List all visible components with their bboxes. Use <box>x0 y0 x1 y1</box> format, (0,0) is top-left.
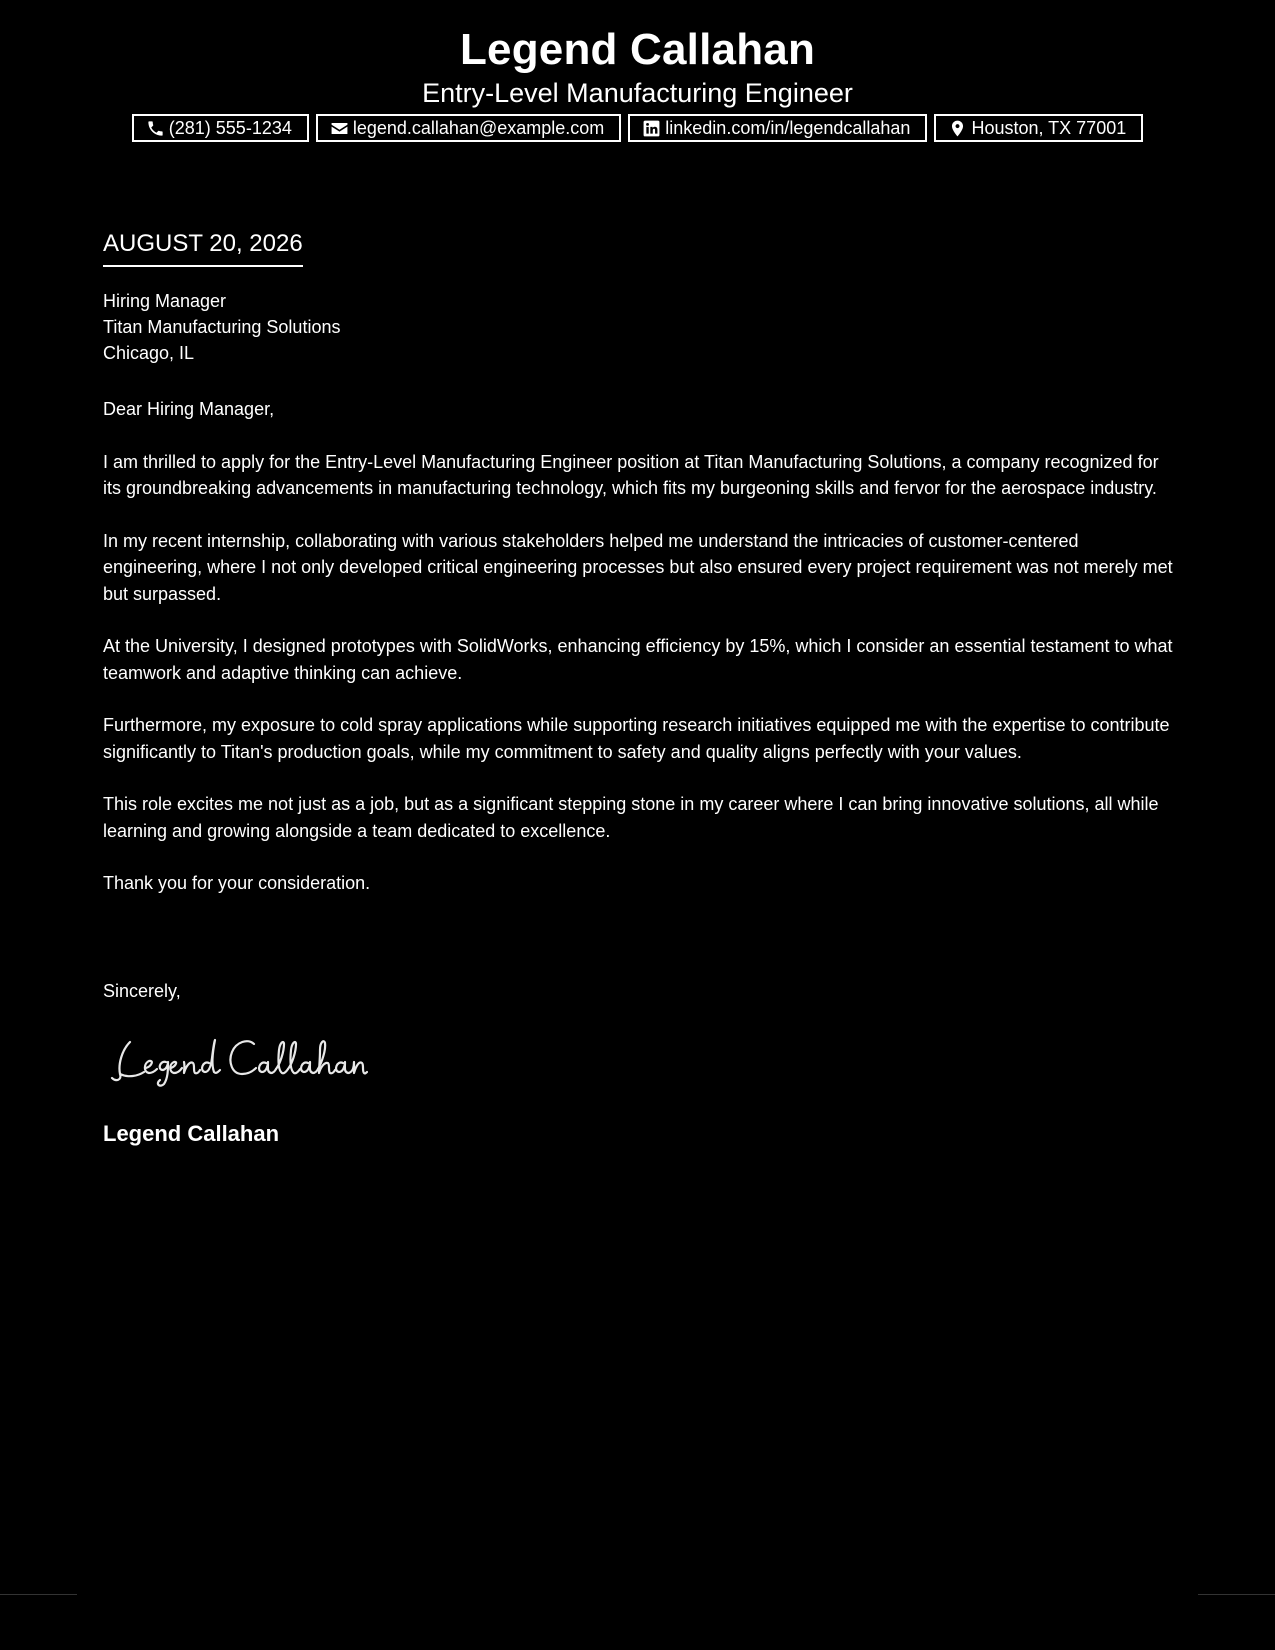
body-paragraph: In my recent internship, collaborating with various stakeholders helped me understand the intricacies of customer-centered engineering, where I not only developed critical engineering processes but also ensured every project requirement was not merely met but surpassed. <box>103 530 1173 604</box>
map-pin-icon <box>948 119 967 138</box>
location-text: Houston, TX 77001 <box>971 117 1127 138</box>
contact-bar <box>0 114 1275 142</box>
phone-icon <box>146 119 165 138</box>
applicant-name: Legend Callahan <box>459 25 816 74</box>
thanks-line: Thank you for your consideration. <box>103 873 371 893</box>
footer-divider-left <box>0 1594 77 1595</box>
body-paragraph: Furthermore, my exposure to cold spray applications while supporting research initiatives equipped me with the expertise to contribute significantly to Titan's production goals, while my commitment to safety and quality aligns perfectly with your values. <box>103 715 1170 762</box>
envelope-icon <box>330 119 349 138</box>
body-paragraph: I am thrilled to apply for the Entry-Level Manufacturing Engineer position at Titan Manufacturing Solutions, a company recognized for its groundbreaking advancements in manufacturing technology, which fits my burgeoning skills and fervor for the aerospace industry. <box>103 451 1159 498</box>
recipient-line: Hiring Manager <box>103 291 227 311</box>
letter-date: AUGUST 20, 2026 <box>103 229 303 267</box>
recipient-block <box>103 288 340 366</box>
email-text: legend.callahan@example.com <box>352 117 605 138</box>
applicant-title: Entry-Level Manufacturing Engineer <box>422 78 853 108</box>
recipient-location: Chicago, IL <box>103 343 195 363</box>
footer-divider-right <box>1198 1594 1275 1595</box>
recipient-company: Titan Manufacturing Solutions <box>103 317 341 337</box>
body-paragraph: At the University, I designed prototypes with SolidWorks, enhancing efficiency by 15%, which I consider an essential testament to what teamwork and adaptive thinking can achieve. <box>103 636 1173 683</box>
contact-linkedin[interactable] <box>628 114 927 142</box>
letter-body <box>103 396 1178 923</box>
contact-email[interactable] <box>316 114 621 142</box>
salutation: Dear Hiring Manager, <box>103 399 275 419</box>
linkedin-text: linkedin.com/in/legendcallahan <box>665 117 911 138</box>
signer-name: Legend Callahan <box>103 1121 280 1146</box>
linkedin-icon <box>642 119 661 138</box>
closing-line: Sincerely, <box>103 981 181 1001</box>
contact-phone[interactable] <box>132 114 309 142</box>
letter-header <box>0 22 1275 110</box>
contact-location[interactable] <box>934 114 1143 142</box>
phone-text: (281) 555-1234 <box>168 117 292 138</box>
signature-image <box>108 1028 368 1088</box>
body-paragraph: This role excites me not just as a job, but as a significant stepping stone in my career where I can bring innovative solutions, all while learning and growing alongside a team dedicated to excellence. <box>103 794 1159 841</box>
